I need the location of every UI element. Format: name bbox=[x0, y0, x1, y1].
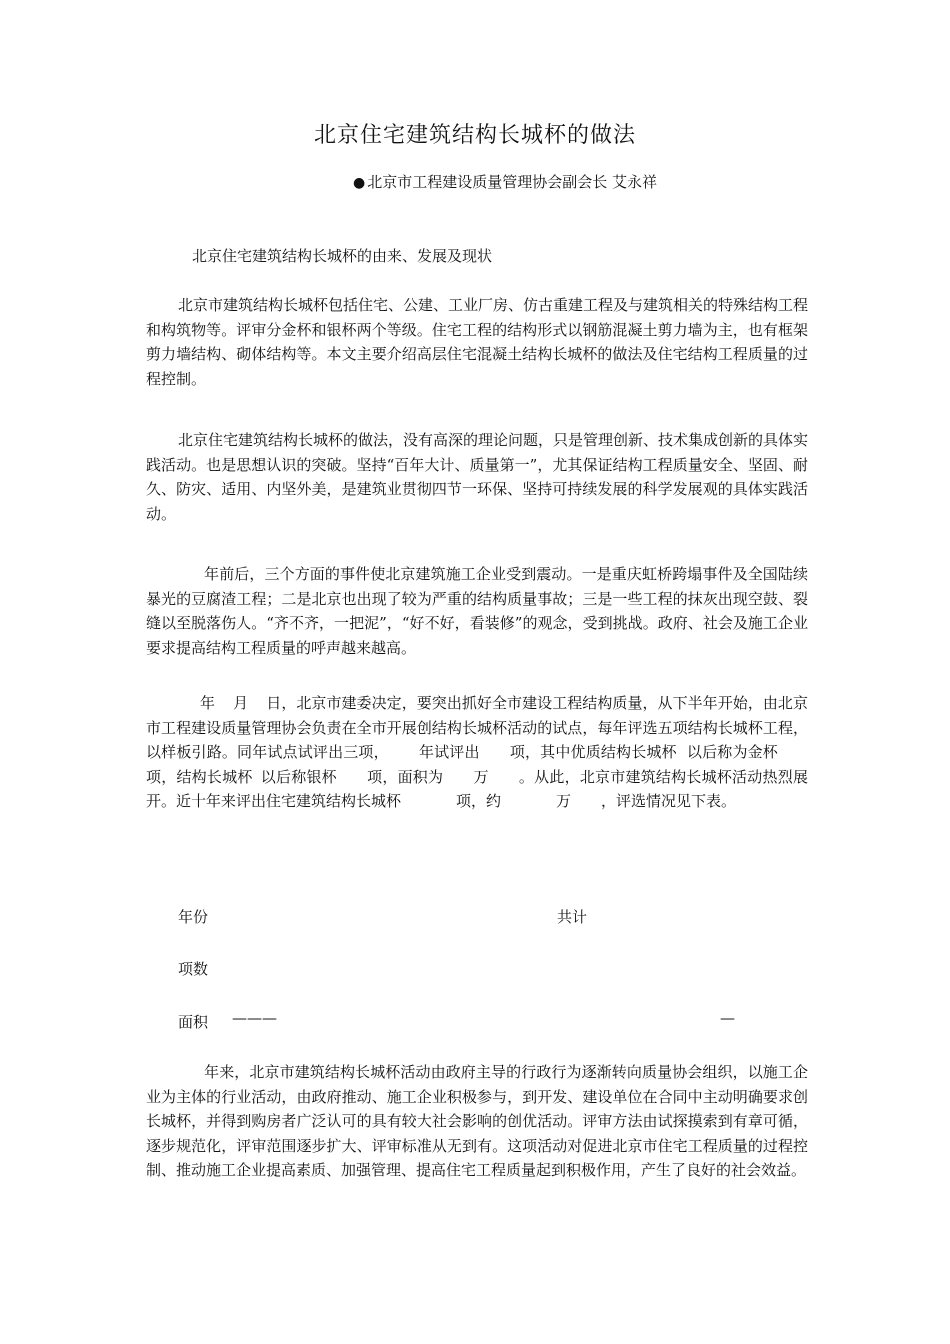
p4-seg: 万 bbox=[473, 767, 489, 786]
p4-seg: 项，面积为 bbox=[366, 767, 444, 786]
p4-seg: 月 bbox=[233, 694, 249, 712]
section-heading: 北京住宅建筑结构长城杯的由来、发展及现状 bbox=[192, 247, 493, 265]
page-title: 北京住宅建筑结构长城杯的做法 bbox=[313, 123, 636, 148]
p4-seg: 项，约 bbox=[456, 792, 502, 810]
p4-seg: 项，结构长城杯 bbox=[146, 767, 253, 786]
author-text: 北京市工程建设质量管理协会副会长 艾永祥 bbox=[367, 173, 657, 191]
table-header-total: 共计 bbox=[557, 908, 588, 926]
table-dash: ——— bbox=[232, 1009, 277, 1027]
author-line bbox=[0, 171, 950, 192]
p4-seg: 以后称为金杯 bbox=[686, 743, 778, 761]
paragraph-4 bbox=[146, 691, 808, 814]
paragraph-3 bbox=[146, 562, 808, 660]
paragraph-1-text: 北京市建筑结构长城杯包括住宅、公建、工业厂房、仿古重建工程及与建筑相关的特殊结构工程和构筑物等。评审分金杯和银杯两个等级。住宅工程的结构形式以钢筋混凝土剪力墙为主，也有框架 剪力墙结构、砌体结构等。本文主要介绍高层住宅混凝土结构长城杯的做法及住宅结构工程质量的过程控制。 bbox=[146, 296, 809, 388]
bullet-icon: ● bbox=[353, 175, 366, 191]
paragraph-2-text: 北京住宅建筑结构长城杯的做法，没有高深的理论问题，只是管理创新、技术集成创新的具体实践活动。也是思想认识的突破。坚持“百年大计、质量第一”，尤其保证结构工程质量安全、坚固、耐久、防灾、适用、内坚外美，是建筑业贯彻四节一环保、坚持可持续发展的科学发展观的具体实践活动。 bbox=[146, 431, 809, 523]
p4-seg: 年 bbox=[200, 694, 216, 712]
p4-seg: 万 bbox=[556, 792, 572, 810]
table-label-area: 面积 bbox=[178, 1013, 209, 1031]
p4-seg: 。从此，北京市建筑结构长城杯活动热烈展开。近十年来评出住宅建筑结构长城杯 bbox=[146, 767, 808, 810]
p4-seg: 项，其中优质结构长城杯 bbox=[509, 743, 677, 761]
table-label-count: 项数 bbox=[178, 960, 209, 978]
paragraph-3-text: 年前后，三个方面的事件使北京建筑施工企业受到震动。一是重庆虹桥跨塌事件及全国陆续暴光的豆腐渣工程；二是北京也出现了较为严重的结构质量事故；三是一些工程的抹灰出现空鼓、裂缝以至脱落伤人。“齐不齐，一把泥”，“好不好，看装修”的观念，受到挑战。政府、社会及施工企业要求提高结构工程质量的呼声越来越高。 bbox=[146, 565, 808, 657]
paragraph-5-text: 年来，北京市建筑结构长城杯活动由政府主导的行政行为逐渐转向质量协会组织，以施工企业为主体的行业活动，由政府推动、施工企业积极参与，到开发、建设单位在合同中主动明确要求创长城杯，并得到购房者广泛认可的具有较大社会影响的创优活动。评审方法由试探摸索到有章可循，逐步规范化，评审范围逐步扩大、评审标准从无到有。这项活动对促进北京市住宅工程质量的过程控制、推动施工企业提高素质、加强管理、提高住宅工程质量起到积极作用，产生了良好的社会效益。 bbox=[146, 1063, 808, 1179]
table-dash: — bbox=[720, 1009, 735, 1027]
p4-seg: 以后称银杯 bbox=[260, 767, 337, 786]
p4-seg: 年试评出 bbox=[418, 743, 480, 761]
p4-seg: 日，北京市建委决定，要突出抓好全市建设工程结构质量，从下半年开始，由北京市工程建设质量管理协会负责在全市开展创结构长城杯活动的试点，每年评选五项结构长城杯工程，以样板引路。同年试点试评出三项， bbox=[146, 694, 808, 761]
paragraph-5 bbox=[146, 1060, 808, 1183]
table-label-year: 年份 bbox=[178, 908, 209, 926]
paragraph-1 bbox=[146, 293, 808, 391]
p4-seg: ，评选情况见下表。 bbox=[601, 792, 737, 810]
paragraph-2 bbox=[146, 428, 808, 526]
